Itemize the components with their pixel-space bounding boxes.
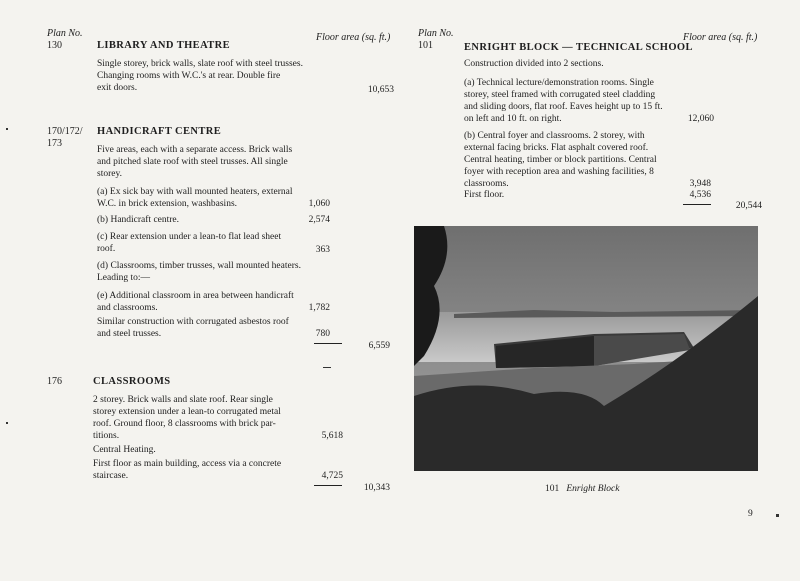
- classrooms-total: 10,343: [363, 483, 390, 493]
- handicraft-a-line-1: (a) Ex sick bay with wall mounted heaters, external: [97, 187, 293, 197]
- classrooms-first-line-1: First floor as main building, access via a concrete: [93, 459, 282, 469]
- handicraft-e-line-2: and classrooms.: [97, 303, 158, 313]
- classrooms-line-4: titions.: [93, 431, 120, 441]
- enright-a-area: 12,060: [687, 114, 714, 124]
- enright-plan-no: 101: [418, 40, 433, 51]
- library-plan-no: 130: [47, 40, 62, 51]
- handicraft-similar-area: 780: [315, 329, 330, 339]
- handicraft-leading: Leading to:—: [97, 273, 151, 283]
- left-area-label: Floor area (sq. ft.): [316, 32, 391, 43]
- library-total: 10,653: [367, 85, 394, 95]
- classrooms-subtotal-rule: [314, 485, 342, 486]
- handicraft-a-line-2: W.C. in brick extension, washbasins.: [97, 199, 238, 209]
- handicraft-intro-3: storey.: [97, 169, 122, 179]
- handicraft-title: HANDICRAFT CENTRE: [97, 126, 222, 137]
- scan-speck: [323, 367, 331, 368]
- photo-illustration: [414, 226, 758, 471]
- classrooms-title: CLASSROOMS: [93, 376, 171, 387]
- handicraft-total: 6,559: [368, 341, 390, 351]
- handicraft-subtotal-rule: [314, 343, 342, 344]
- classrooms-ground-area: 5,618: [321, 431, 343, 441]
- enright-b-line-1: (b) Central foyer and classrooms. 2 storey, with: [464, 131, 645, 141]
- enright-a-line-1: (a) Technical lecture/demonstration rooms. Single: [464, 78, 654, 88]
- handicraft-b-line: (b) Handicraft centre.: [97, 215, 180, 225]
- classrooms-first-line-2: staircase.: [93, 471, 129, 481]
- photo-caption-text: Enright Block: [566, 484, 620, 494]
- photo-caption-number: 101: [545, 484, 560, 494]
- handicraft-plan-no-1: 170/172/: [47, 126, 83, 137]
- right-area-label: Floor area (sq. ft.): [683, 32, 758, 43]
- handicraft-intro-2: and pitched slate roof with steel trusses. All single: [97, 157, 288, 167]
- classrooms-line-3: roof. Ground floor, 8 classrooms with brick par-: [93, 419, 276, 429]
- enright-b-line-4: foyer with reception area and washing facilities, 8: [464, 167, 654, 177]
- handicraft-e-line-1: (e) Additional classroom in area between handicraft: [97, 291, 294, 301]
- handicraft-b-area: 2,574: [308, 215, 330, 225]
- enright-b-line-2: external facing bricks. Flat asphalt covered roof.: [464, 143, 649, 153]
- enright-first-area: 4,536: [689, 190, 711, 200]
- enright-subtotal-rule: [683, 204, 711, 205]
- handicraft-a-area: 1,060: [308, 199, 330, 209]
- enright-a-line-4: on left and 10 ft. on right.: [464, 114, 562, 124]
- page-number: 9: [748, 509, 753, 519]
- handicraft-e-area: 1,782: [308, 303, 330, 313]
- enright-first-floor: First floor.: [464, 190, 505, 200]
- handicraft-c-line-2: roof.: [97, 244, 116, 254]
- enright-block-photo: [414, 226, 758, 471]
- handicraft-c-line-1: (c) Rear extension under a lean-to flat lead sheet: [97, 232, 282, 242]
- enright-b-line-5: classrooms.: [464, 179, 509, 189]
- right-plan-label: Plan No.: [418, 28, 454, 39]
- enright-total: 20,544: [735, 201, 762, 211]
- library-line-3: exit doors.: [97, 83, 138, 93]
- classrooms-heating: Central Heating.: [93, 445, 156, 455]
- enright-intro: Construction divided into 2 sections.: [464, 59, 604, 69]
- classrooms-line-1: 2 storey. Brick walls and slate roof. Rear single: [93, 395, 273, 405]
- handicraft-similar-line-1: Similar construction with corrugated asbestos roof: [97, 317, 289, 327]
- scan-speck: [6, 422, 8, 424]
- left-plan-label: Plan No.: [47, 28, 83, 39]
- library-line-2: Changing rooms with W.C.'s at rear. Double fire: [97, 71, 281, 81]
- photo-caption: [545, 484, 619, 494]
- scan-speck: [6, 128, 8, 130]
- enright-classrooms-area: 3,948: [689, 179, 711, 189]
- enright-a-line-3: and sliding doors, flat roof. Eaves height up to 15 ft.: [464, 102, 663, 112]
- classrooms-plan-no: 176: [47, 376, 62, 387]
- handicraft-d-line: (d) Classrooms, timber trusses, wall mounted heaters.: [97, 261, 301, 271]
- library-title: LIBRARY AND THEATRE: [97, 40, 231, 51]
- handicraft-plan-no-2: 173: [47, 138, 62, 149]
- enright-a-line-2: storey, steel framed with corrugated steel cladding: [464, 90, 656, 100]
- handicraft-c-area: 363: [315, 245, 330, 255]
- classrooms-line-2: storey extension under a lean-to corrugated metal: [93, 407, 281, 417]
- library-line-1: Single storey, brick walls, slate roof with steel trusses.: [97, 59, 303, 69]
- enright-b-line-3: Central heating, timber or block partitions. Central: [464, 155, 657, 165]
- handicraft-similar-line-2: and steel trusses.: [97, 329, 162, 339]
- scan-speck: [776, 514, 779, 517]
- classrooms-first-area: 4,725: [321, 471, 343, 481]
- handicraft-intro-1: Five areas, each with a separate access. Brick walls: [97, 145, 293, 155]
- enright-title: ENRIGHT BLOCK — TECHNICAL SCHOOL: [464, 42, 693, 53]
